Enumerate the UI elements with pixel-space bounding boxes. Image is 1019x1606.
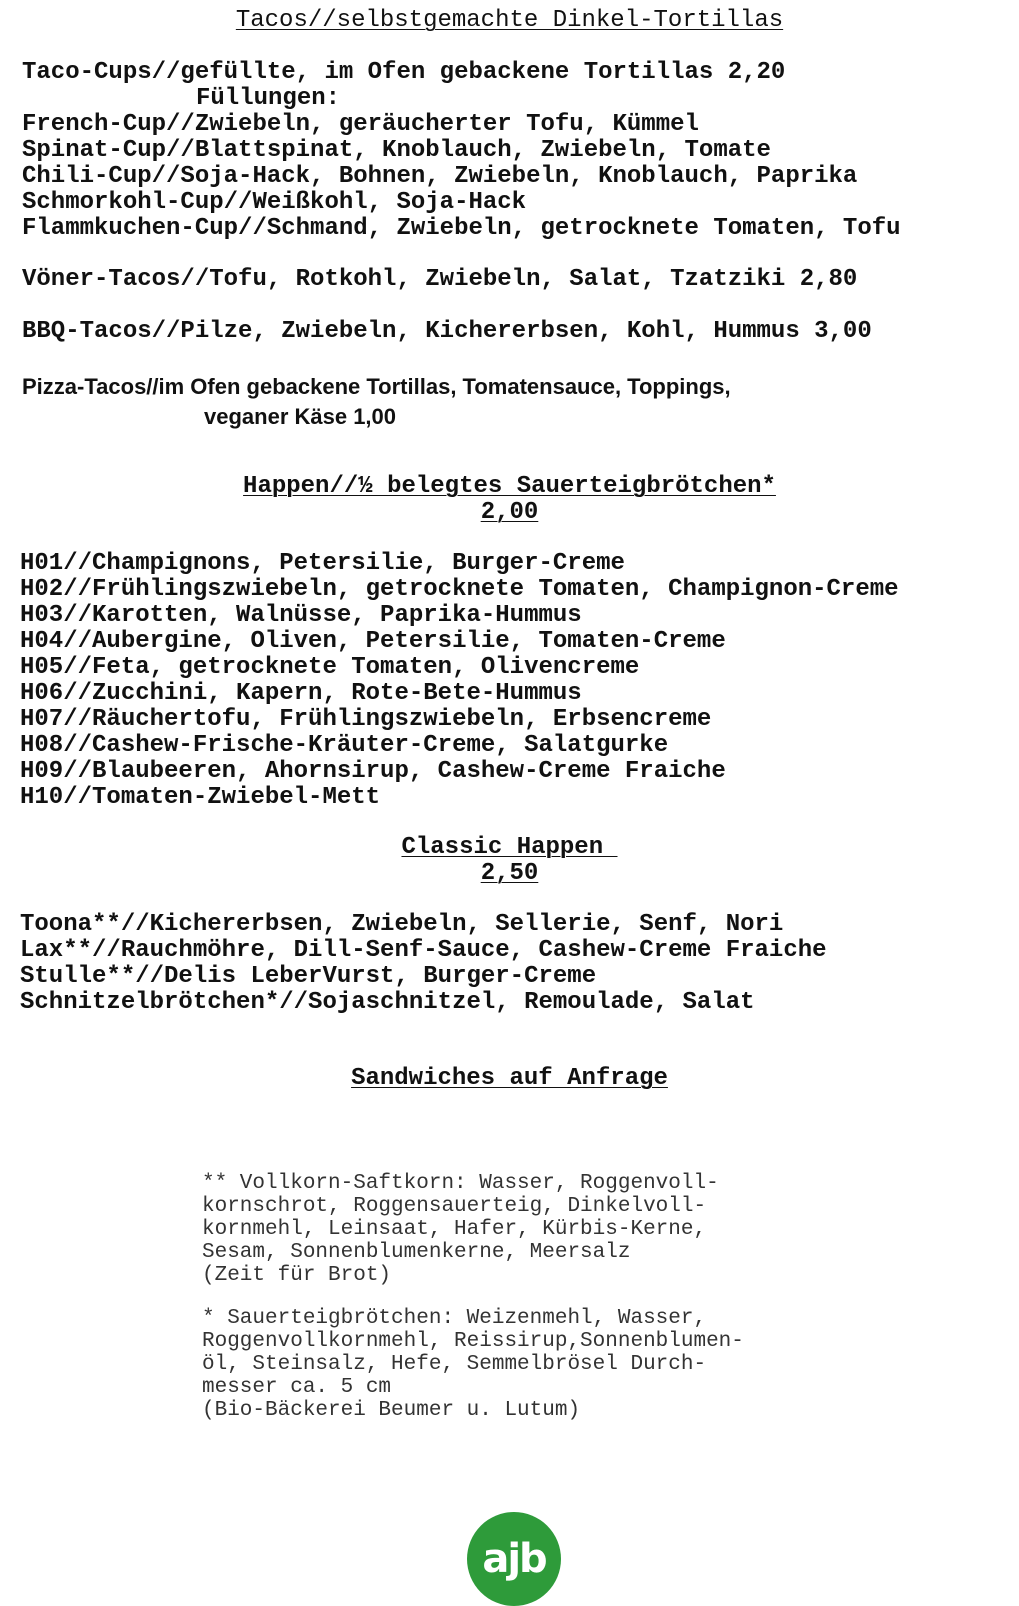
table-row: Toona**//Kichererbsen, Zwiebeln, Sellerie, Senf, Nori — [20, 911, 784, 938]
fillings-label: Füllungen: — [196, 85, 341, 112]
list-item: Flammkuchen-Cup//Schmand, Zwiebeln, getrocknete Tomaten, Tofu — [22, 215, 901, 242]
table-row: H03//Karotten, Walnüsse, Paprika-Hummus — [20, 602, 582, 629]
footnote-line: Roggenvollkornmehl, Reissirup,Sonnenblumen- — [202, 1330, 744, 1353]
list-item: Spinat-Cup//Blattspinat, Knoblauch, Zwiebeln, Tomate — [22, 137, 771, 164]
classic-price: 2,50 — [480, 860, 539, 887]
table-row: H10//Tomaten-Zwiebel-Mett — [20, 784, 381, 811]
list-item: French-Cup//Zwiebeln, geräucherter Tofu, Kümmel — [22, 111, 699, 138]
voner-tacos: Vöner-Tacos//Tofu, Rotkohl, Zwiebeln, Salat, Tzatziki 2,80 — [22, 266, 858, 293]
footnote-line: (Bio-Bäckerei Beumer u. Lutum) — [202, 1399, 581, 1422]
table-row: H06//Zucchini, Kapern, Rote-Bete-Hummus — [20, 680, 582, 707]
pizza-tacos-line2: veganer Käse 1,00 — [204, 404, 397, 429]
happen-price: 2,00 — [480, 499, 539, 526]
footnote-line: öl, Steinsalz, Hefe, Semmelbrösel Durch- — [202, 1353, 707, 1376]
table-row: H01//Champignons, Petersilie, Burger-Creme — [20, 550, 625, 577]
table-row: H08//Cashew-Frische-Kräuter-Creme, Salatgurke — [20, 732, 669, 759]
list-item: Chili-Cup//Soja-Hack, Bohnen, Zwiebeln, Knoblauch, Paprika — [22, 163, 858, 190]
table-row: Schnitzelbrötchen*//Sojaschnitzel, Remoulade, Salat — [20, 989, 755, 1016]
table-row: Stulle**//Delis LeberVurst, Burger-Creme — [20, 963, 597, 990]
footnote-line: * Sauerteigbrötchen: Weizenmehl, Wasser, — [202, 1307, 707, 1330]
tacos-header: Tacos//selbstgemachte Dinkel-Tortillas — [235, 7, 784, 34]
table-row: H02//Frühlingszwiebeln, getrocknete Tomaten, Champignon-Creme — [20, 576, 899, 603]
sandwiches-note: Sandwiches auf Anfrage — [351, 1065, 668, 1092]
pizza-tacos-line1: Pizza-Tacos//im Ofen gebackene Tortillas, Tomatensauce, Toppings, — [22, 374, 731, 399]
table-row: H07//Räuchertofu, Frühlingszwiebeln, Erbsencreme — [20, 706, 712, 733]
footnote-line: messer ca. 5 cm — [202, 1376, 392, 1399]
table-row: H05//Feta, getrocknete Tomaten, Olivencreme — [20, 654, 640, 681]
table-row: H04//Aubergine, Oliven, Petersilie, Tomaten-Creme — [20, 628, 726, 655]
footnote-line: (Zeit für Brot) — [202, 1264, 392, 1287]
footnote-line: ** Vollkorn-Saftkorn: Wasser, Roggenvoll- — [202, 1172, 719, 1195]
table-row: H09//Blaubeeren, Ahornsirup, Cashew-Creme Fraiche — [20, 758, 726, 785]
logo-text: ajb — [482, 1536, 546, 1582]
taco-cups-line: Taco-Cups//gefüllte, im Ofen gebackene Tortillas 2,20 — [22, 59, 786, 86]
footnote-line: kornschrot, Roggensauerteig, Dinkelvoll- — [202, 1195, 707, 1218]
happen-header: Happen//½ belegtes Sauerteigbrötchen* — [243, 473, 776, 500]
footnote-line: Sesam, Sonnenblumenkerne, Meersalz — [202, 1241, 631, 1264]
bbq-tacos: BBQ-Tacos//Pilze, Zwiebeln, Kichererbsen, Kohl, Hummus 3,00 — [22, 318, 872, 345]
ajb-logo — [467, 1512, 561, 1606]
table-row: Lax**//Rauchmöhre, Dill-Senf-Sauce, Cashew-Creme Fraiche — [20, 937, 827, 964]
footnote-line: kornmehl, Leinsaat, Hafer, Kürbis-Kerne, — [202, 1218, 707, 1241]
classic-header: Classic Happen — [401, 834, 618, 861]
list-item: Schmorkohl-Cup//Weißkohl, Soja-Hack — [22, 189, 527, 216]
